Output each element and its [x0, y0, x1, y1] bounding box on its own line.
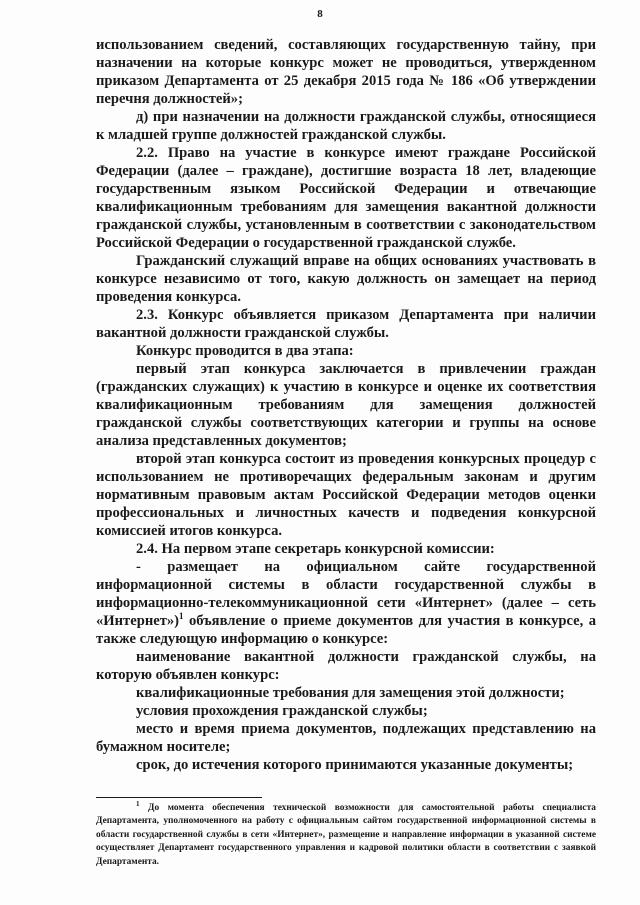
paragraph-text-continued: объявление о приеме документов для участия в конкурсе, а также следующую информацию о конкурсе:	[96, 613, 596, 647]
paragraph-text: второй этап конкурса состоит из проведения конкурсных процедур с использованием не противоречащих федеральным законам и другим нормативным правовым актам Российской Федерации методов оценки профессиональных и личностных качеств и подведения конкурсной комиссией итогов конкурса.	[96, 451, 596, 539]
paragraph	[96, 450, 596, 540]
page-number: 8	[317, 8, 323, 20]
footnote	[96, 799, 596, 869]
paragraph-text: наименование вакантной должности гражданской службы, на которую объявлен конкурс:	[96, 649, 596, 683]
paragraph	[96, 306, 596, 342]
paragraph-text: срок, до истечения которого принимаются указанные документы;	[136, 757, 574, 773]
paragraph-text: 2.4. На первом этапе секретарь конкурсной комиссии:	[136, 541, 495, 557]
paragraph	[96, 144, 596, 252]
paragraph-text: первый этап конкурса заключается в привлечении граждан (гражданских служащих) к участию в конкурсе и оценке их соответствия квалификационным требованиям для замещения должностей гражданской службы соответствующих категории и группы на основе анализа представленных документов;	[96, 361, 596, 449]
paragraph	[96, 360, 596, 450]
paragraph	[96, 252, 596, 306]
paragraph-text: условия прохождения гражданской службы;	[136, 703, 428, 719]
paragraph-text: д) при назначении на должности гражданской службы, относящиеся к младшей группе должностей гражданской службы.	[96, 109, 596, 143]
paragraph	[96, 342, 596, 360]
paragraph	[96, 648, 596, 684]
footnote-reference: 1	[179, 611, 184, 622]
footnote-separator	[96, 797, 262, 798]
paragraph	[96, 702, 596, 720]
body-text	[96, 36, 596, 774]
paragraph	[96, 684, 596, 702]
paragraph	[96, 36, 596, 108]
paragraph-text: место и время приема документов, подлежащих представлению на бумажном носителе;	[96, 721, 596, 755]
paragraph	[96, 756, 596, 774]
paragraph	[96, 108, 596, 144]
paragraph-text: 2.3. Конкурс объявляется приказом Департамента при наличии вакантной должности гражданской службы.	[96, 307, 596, 341]
footnote-marker: 1	[136, 799, 140, 808]
paragraph	[96, 720, 596, 756]
paragraph-text: 2.2. Право на участие в конкурсе имеют граждане Российской Федерации (далее – граждане), достигшие возраста 18 лет, владеющие государственным языком Российской Федерации и отвечающие квалификационным требованиям для замещения вакантной должности гражданской службы, установленным в соответствии с законодательством Российской Федерации о государственной гражданской службе.	[96, 145, 596, 251]
footnote-text: До момента обеспечения технической возможности для самостоятельной работы специалиста Департамента, уполномоченного на работу с официальным сайтом государственной информационной системы в области государственной службы в сети «Интернет», размещение и направление информации в указанной системе осуществляет Департамент государственного управления и кадровой политики области в соответствии с заявкой Департамента.	[96, 803, 596, 867]
paragraph	[96, 540, 596, 558]
paragraph-text: - размещает на официальном сайте государственной информационной системы в области государственной службы в информационно-телекоммуникационной сети «Интернет» (далее – сеть «Интернет»)	[96, 559, 596, 629]
paragraph-text: использованием сведений, составляющих государственную тайну, при назначении на которые конкурс может не проводиться, утвержденном приказом Департамента от 25 декабря 2015 года № 186 «Об утверждении перечня должностей»;	[96, 37, 596, 107]
paragraph-text: Гражданский служащий вправе на общих основаниях участвовать в конкурсе независимо от того, какую должность он замещает на период проведения конкурса.	[96, 253, 596, 305]
paragraph	[96, 558, 596, 648]
paragraph-text: Конкурс проводится в два этапа:	[136, 343, 354, 359]
paragraph-text: квалификационные требования для замещения этой должности;	[136, 685, 565, 701]
